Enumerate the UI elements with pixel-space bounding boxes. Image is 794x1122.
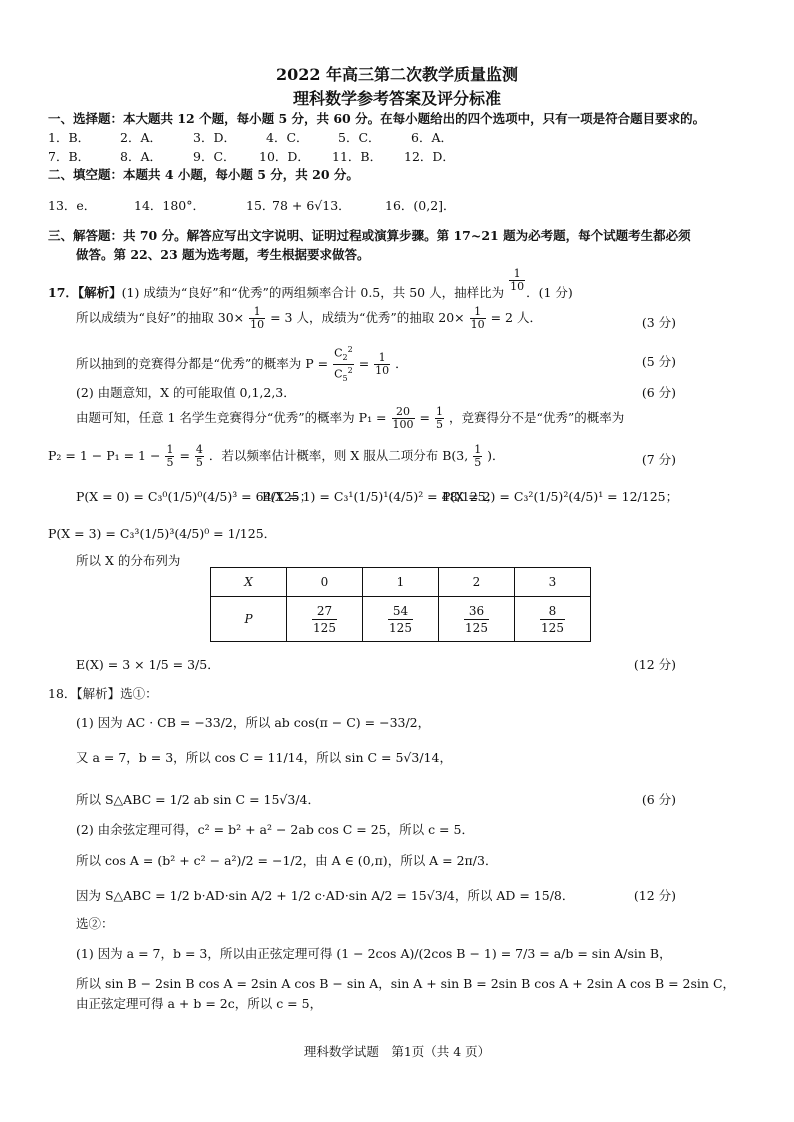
- q17-p0: P(X = 0) = C₃⁰(1/5)⁰(4/5)³ = 64/125；: [76, 489, 313, 504]
- section2-heading: 二、填空题：本题共 4 小题，每小题 5 分，共 20 分。: [48, 167, 359, 182]
- q17-line5a: 由题可知，任意 1 名学生竞赛得分“优秀”的概率为 P₁ =: [76, 410, 387, 425]
- q17-line6d: )．: [487, 448, 505, 463]
- table-header-cell: 3: [515, 568, 591, 597]
- q17-line2a: 所以成绩为“良好”的抽取 30×: [76, 310, 245, 325]
- fill-16: 16．(0,2]．: [385, 198, 456, 213]
- q17-line6c: ．若以频率估计概率，则 X 服从二项分布 B(3,: [208, 448, 469, 463]
- q17-line1-end: ．(1 分): [526, 285, 573, 300]
- answer-10: 10．D．: [259, 149, 310, 164]
- answer-2: 2．A．: [120, 130, 162, 145]
- q17-dist-intro: 所以 X 的分布列为: [76, 553, 181, 568]
- fill-14: 14．180°．: [134, 198, 206, 213]
- q17-score-12: (12 分): [633, 657, 676, 672]
- q17-line3a: 所以抽到的竞赛得分都是“优秀”的概率为 P =: [76, 355, 329, 371]
- q18-line6: 因为 S△ABC = 1/2 b·AD·sin A/2 + 1/2 c·AD·sin A/2 = 15√3/4，所以 AD = 15/8．: [76, 888, 575, 903]
- q17-line6a: P₂ = 1 − P₁ = 1 −: [48, 448, 161, 463]
- distribution-table: [210, 567, 591, 642]
- answer-9: 9．C．: [193, 149, 236, 164]
- fill-15: 78 + 6√13．: [272, 198, 351, 213]
- q17-p1: P(X = 1) = C₃¹(1/5)¹(4/5)² = 48/125；: [262, 489, 499, 504]
- table-row: [211, 597, 591, 642]
- table-header-cell: 2: [439, 568, 515, 597]
- table-row-label: P: [211, 597, 287, 642]
- q18-line8: 所以 sin B − 2sin B cos A = 2sin A cos B − sin A，sin A + sin B = 2sin B cos A + 2sin A cos B = 2sin C，: [76, 976, 736, 991]
- q17-score-7: (7 分): [641, 452, 676, 467]
- fill-13: 13．e．: [48, 198, 97, 213]
- q17-line2c: = 2 人．: [490, 310, 542, 325]
- title-line-1: 2022 年高三第二次教学质量监测: [275, 65, 519, 84]
- table-cell: $\frac{36}{125}$: [439, 597, 515, 642]
- q17-line2b: = 3 人，成绩为“优秀”的抽取 20×: [270, 310, 465, 325]
- q18-label: 18．【解析】选①：: [48, 686, 158, 701]
- q18-line4: (2) 由余弦定理可得，c² = b² + a² − 2ab cos C = 25，所以 c = 5．: [76, 822, 474, 837]
- q17-score-6: (6 分): [641, 385, 676, 400]
- title-line-2: 理科数学参考答案及评分标准: [292, 89, 501, 108]
- section3-heading-2: 做答。第 22、23 题为选考题，考生根据要求做答。: [76, 247, 370, 262]
- q18-score-12: (12 分): [633, 888, 676, 903]
- q17-line5c: ，竞赛得分不是“优秀”的概率为: [448, 410, 625, 425]
- section1-heading: 一、选择题：本大题共 12 个题，每小题 5 分，共 60 分。在每小题给出的四个选项中，只有一项是符合题目要求的。: [48, 111, 706, 126]
- q17-line3b: =: [358, 355, 370, 371]
- q18-line9: 由正弦定理可得 a + b = 2c，所以 c = 5，: [76, 996, 323, 1011]
- q17-line5b: =: [419, 410, 430, 425]
- answer-5: 5．C．: [338, 130, 381, 145]
- q18-line1: (1) 因为 AC · CB = −33/2，所以 ab cos(π − C) = −33/2，: [76, 715, 431, 730]
- table-cell: $\frac{27}{125}$: [287, 597, 363, 642]
- q17-p2: P(X = 2) = C₃²(1/5)²(4/5)¹ = 12/125；: [442, 489, 679, 504]
- q17-line1: (1) 成绩为“良好”和“优秀”的两组频率合计 0.5，共 50 人，抽样比为: [121, 285, 505, 300]
- q18-option2: 选②：: [76, 916, 114, 931]
- q18-line5: 所以 cos A = (b² + c² − a²)/2 = −1/2，由 A ∈ (0,π)，所以 A = 2π/3．: [76, 853, 498, 868]
- table-cell: $\frac{8}{125}$: [515, 597, 591, 642]
- answer-7: 7．B．: [48, 149, 91, 164]
- table-cell: $\frac{54}{125}$: [363, 597, 439, 642]
- q17-line4: (2) 由题意知，X 的可能取值 0,1,2,3．: [76, 385, 296, 400]
- section3-heading-1: 三、解答题：共 70 分。解答应写出文字说明、证明过程或演算步骤。第 17~21 题为必考题，每个试题考生都必须: [48, 228, 691, 243]
- answer-6: 6．A．: [411, 130, 453, 145]
- q18-score-6: (6 分): [641, 792, 676, 807]
- q17-line6b: =: [179, 448, 190, 463]
- table-header-cell: 1: [363, 568, 439, 597]
- answer-3: 3．D．: [193, 130, 236, 145]
- q18-line3: 所以 S△ABC = 1/2 ab sin C = 15√3/4．: [76, 792, 321, 807]
- q17-score-3: (3 分): [641, 315, 676, 330]
- page-footer: 理科数学试题 第1页（共 4 页）: [303, 1044, 491, 1059]
- answer-1: 1．B．: [48, 130, 91, 145]
- q17-p3: P(X = 3) = C₃³(1/5)³(4/5)⁰ = 1/125．: [48, 526, 277, 541]
- q17-expectation: E(X) = 3 × 1/5 = 3/5．: [76, 657, 220, 672]
- answer-11: 11．B．: [332, 149, 383, 164]
- table-header-cell: 0: [287, 568, 363, 597]
- answer-12: 12．D．: [404, 149, 455, 164]
- answer-4: 4．C．: [266, 130, 309, 145]
- fill-15-prefix: 15．: [246, 198, 275, 213]
- answer-8: 8．A．: [120, 149, 162, 164]
- q17-label: 17．【解析】: [48, 285, 122, 300]
- table-header-row: [211, 568, 591, 597]
- q18-line7: (1) 因为 a = 7，b = 3，所以由正弦定理可得 (1 − 2cos A)/(2cos B − 1) = 7/3 = a/b = sin A/sin B，: [76, 946, 672, 961]
- q17-score-5: (5 分): [641, 354, 676, 369]
- table-header-cell: X: [211, 568, 287, 597]
- q18-line2: 又 a = 7，b = 3，所以 cos C = 11/14，所以 sin C = 5√3/14，: [76, 750, 452, 765]
